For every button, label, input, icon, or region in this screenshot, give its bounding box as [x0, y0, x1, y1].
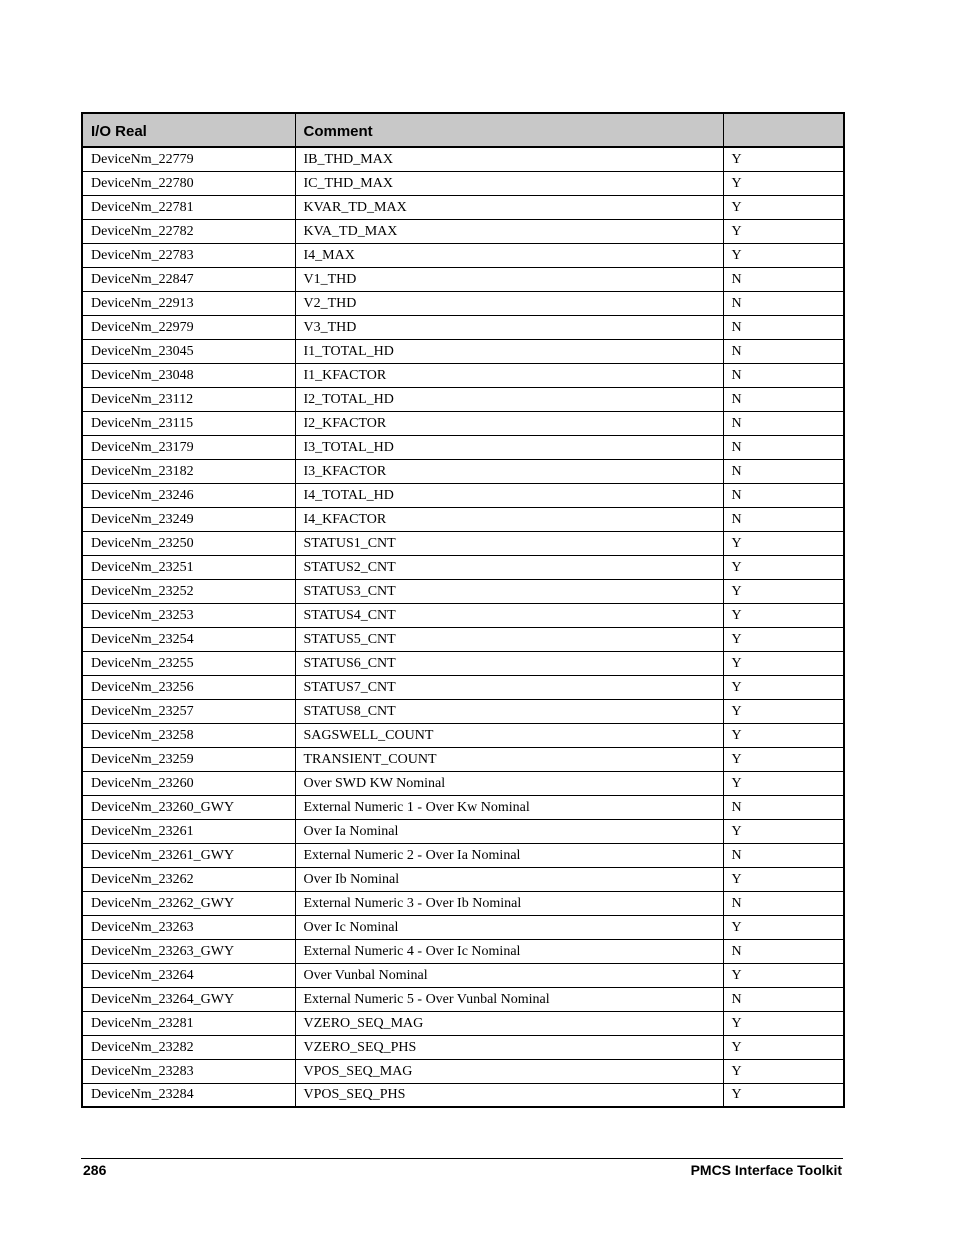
- table-row: [82, 364, 844, 388]
- io-real-cell: DeviceNm_23256: [82, 676, 295, 700]
- io-real-cell: DeviceNm_23260_GWY: [82, 796, 295, 820]
- flag-cell: Y: [723, 652, 844, 676]
- table-body: [82, 147, 844, 1107]
- table-row: [82, 556, 844, 580]
- table-row: [82, 196, 844, 220]
- flag-cell: Y: [723, 820, 844, 844]
- table-row: [82, 1084, 844, 1108]
- comment-cell: V3_THD: [295, 316, 723, 340]
- table-row: [82, 244, 844, 268]
- io-real-cell: DeviceNm_23264: [82, 964, 295, 988]
- table-row: [82, 676, 844, 700]
- io-real-cell: DeviceNm_22779: [82, 147, 295, 172]
- flag-cell: Y: [723, 628, 844, 652]
- comment-cell: I2_TOTAL_HD: [295, 388, 723, 412]
- flag-cell: Y: [723, 916, 844, 940]
- table-row: [82, 868, 844, 892]
- flag-cell: Y: [723, 724, 844, 748]
- comment-cell: Over Ia Nominal: [295, 820, 723, 844]
- io-real-cell: DeviceNm_23179: [82, 436, 295, 460]
- io-real-cell: DeviceNm_23254: [82, 628, 295, 652]
- flag-cell: Y: [723, 532, 844, 556]
- io-real-cell: DeviceNm_23262: [82, 868, 295, 892]
- comment-cell: STATUS7_CNT: [295, 676, 723, 700]
- comment-cell: I3_KFACTOR: [295, 460, 723, 484]
- comment-cell: External Numeric 1 - Over Kw Nominal: [295, 796, 723, 820]
- comment-cell: I4_TOTAL_HD: [295, 484, 723, 508]
- comment-cell: IB_THD_MAX: [295, 147, 723, 172]
- io-real-cell: DeviceNm_23263: [82, 916, 295, 940]
- io-real-cell: DeviceNm_23250: [82, 532, 295, 556]
- comment-cell: External Numeric 4 - Over Ic Nominal: [295, 940, 723, 964]
- io-real-cell: DeviceNm_23258: [82, 724, 295, 748]
- table-row: [82, 268, 844, 292]
- flag-cell: N: [723, 388, 844, 412]
- flag-cell: N: [723, 268, 844, 292]
- flag-cell: Y: [723, 196, 844, 220]
- column-header-comment: Comment: [295, 113, 723, 147]
- comment-cell: I4_MAX: [295, 244, 723, 268]
- flag-cell: Y: [723, 147, 844, 172]
- flag-cell: N: [723, 508, 844, 532]
- table-row: [82, 292, 844, 316]
- flag-cell: N: [723, 412, 844, 436]
- table-row: [82, 340, 844, 364]
- table-row: [82, 892, 844, 916]
- flag-cell: N: [723, 292, 844, 316]
- table-row: [82, 772, 844, 796]
- io-real-cell: DeviceNm_22781: [82, 196, 295, 220]
- io-real-cell: DeviceNm_23261_GWY: [82, 844, 295, 868]
- comment-cell: STATUS8_CNT: [295, 700, 723, 724]
- io-real-cell: DeviceNm_23261: [82, 820, 295, 844]
- table-row: [82, 652, 844, 676]
- table-row: [82, 388, 844, 412]
- column-header-flag: [723, 113, 844, 147]
- table-row: [82, 1036, 844, 1060]
- flag-cell: N: [723, 484, 844, 508]
- comment-cell: STATUS1_CNT: [295, 532, 723, 556]
- comment-cell: Over Ic Nominal: [295, 916, 723, 940]
- table-row: [82, 412, 844, 436]
- table-row: [82, 436, 844, 460]
- flag-cell: N: [723, 844, 844, 868]
- page-number: 286: [83, 1162, 107, 1178]
- comment-cell: VZERO_SEQ_PHS: [295, 1036, 723, 1060]
- flag-cell: N: [723, 460, 844, 484]
- table-row: [82, 988, 844, 1012]
- footer-divider: [81, 1158, 843, 1159]
- io-real-cell: DeviceNm_23263_GWY: [82, 940, 295, 964]
- io-real-cell: DeviceNm_23246: [82, 484, 295, 508]
- comment-cell: I2_KFACTOR: [295, 412, 723, 436]
- table-row: [82, 147, 844, 172]
- io-real-cell: DeviceNm_23249: [82, 508, 295, 532]
- flag-cell: Y: [723, 244, 844, 268]
- comment-cell: STATUS4_CNT: [295, 604, 723, 628]
- io-real-cell: DeviceNm_23253: [82, 604, 295, 628]
- table-row: [82, 628, 844, 652]
- io-real-cell: DeviceNm_23281: [82, 1012, 295, 1036]
- io-real-cell: DeviceNm_22780: [82, 172, 295, 196]
- io-real-cell: DeviceNm_22783: [82, 244, 295, 268]
- table-row: [82, 604, 844, 628]
- comment-cell: VZERO_SEQ_MAG: [295, 1012, 723, 1036]
- comment-cell: STATUS3_CNT: [295, 580, 723, 604]
- comment-cell: STATUS6_CNT: [295, 652, 723, 676]
- comment-cell: STATUS2_CNT: [295, 556, 723, 580]
- flag-cell: N: [723, 796, 844, 820]
- table-row: [82, 700, 844, 724]
- comment-cell: STATUS5_CNT: [295, 628, 723, 652]
- table-row: [82, 844, 844, 868]
- io-real-cell: DeviceNm_22847: [82, 268, 295, 292]
- comment-cell: External Numeric 2 - Over Ia Nominal: [295, 844, 723, 868]
- io-real-cell: DeviceNm_23283: [82, 1060, 295, 1084]
- table-row: [82, 748, 844, 772]
- io-real-cell: DeviceNm_23282: [82, 1036, 295, 1060]
- table-row: [82, 508, 844, 532]
- io-real-cell: DeviceNm_23255: [82, 652, 295, 676]
- comment-cell: I1_KFACTOR: [295, 364, 723, 388]
- table-row: [82, 532, 844, 556]
- flag-cell: Y: [723, 868, 844, 892]
- table-row: [82, 964, 844, 988]
- flag-cell: Y: [723, 580, 844, 604]
- flag-cell: Y: [723, 172, 844, 196]
- document-title: PMCS Interface Toolkit: [690, 1162, 842, 1178]
- io-real-cell: DeviceNm_23115: [82, 412, 295, 436]
- flag-cell: N: [723, 364, 844, 388]
- table-row: [82, 940, 844, 964]
- table-row: [82, 316, 844, 340]
- io-real-cell: DeviceNm_23045: [82, 340, 295, 364]
- comment-cell: SAGSWELL_COUNT: [295, 724, 723, 748]
- io-real-cell: DeviceNm_23260: [82, 772, 295, 796]
- flag-cell: Y: [723, 772, 844, 796]
- comment-cell: VPOS_SEQ_PHS: [295, 1084, 723, 1108]
- table-row: [82, 484, 844, 508]
- comment-cell: I1_TOTAL_HD: [295, 340, 723, 364]
- table-row: [82, 460, 844, 484]
- table-row: [82, 916, 844, 940]
- io-real-cell: DeviceNm_23257: [82, 700, 295, 724]
- table-row: [82, 796, 844, 820]
- comment-cell: Over SWD KW Nominal: [295, 772, 723, 796]
- flag-cell: N: [723, 892, 844, 916]
- flag-cell: Y: [723, 676, 844, 700]
- io-real-cell: DeviceNm_23259: [82, 748, 295, 772]
- io-real-cell: DeviceNm_23251: [82, 556, 295, 580]
- io-real-cell: DeviceNm_23252: [82, 580, 295, 604]
- comment-cell: Over Vunbal Nominal: [295, 964, 723, 988]
- io-real-cell: DeviceNm_22979: [82, 316, 295, 340]
- io-real-cell: DeviceNm_23112: [82, 388, 295, 412]
- table-row: [82, 1012, 844, 1036]
- flag-cell: Y: [723, 1036, 844, 1060]
- comment-cell: TRANSIENT_COUNT: [295, 748, 723, 772]
- flag-cell: Y: [723, 1012, 844, 1036]
- flag-cell: N: [723, 316, 844, 340]
- flag-cell: Y: [723, 604, 844, 628]
- comment-cell: V2_THD: [295, 292, 723, 316]
- table-row: [82, 1060, 844, 1084]
- flag-cell: N: [723, 340, 844, 364]
- flag-cell: N: [723, 436, 844, 460]
- flag-cell: Y: [723, 1060, 844, 1084]
- column-header-io-real: I/O Real: [82, 113, 295, 147]
- table-header-row: [82, 113, 844, 147]
- comment-cell: External Numeric 3 - Over Ib Nominal: [295, 892, 723, 916]
- comment-cell: KVAR_TD_MAX: [295, 196, 723, 220]
- comment-cell: External Numeric 5 - Over Vunbal Nominal: [295, 988, 723, 1012]
- io-real-cell: DeviceNm_23182: [82, 460, 295, 484]
- io-real-cell: DeviceNm_23284: [82, 1084, 295, 1108]
- flag-cell: Y: [723, 220, 844, 244]
- io-real-cell: DeviceNm_22782: [82, 220, 295, 244]
- flag-cell: Y: [723, 700, 844, 724]
- flag-cell: Y: [723, 964, 844, 988]
- io-real-cell: DeviceNm_23262_GWY: [82, 892, 295, 916]
- comment-cell: I4_KFACTOR: [295, 508, 723, 532]
- comment-cell: KVA_TD_MAX: [295, 220, 723, 244]
- io-real-cell: DeviceNm_22913: [82, 292, 295, 316]
- comment-cell: I3_TOTAL_HD: [295, 436, 723, 460]
- flag-cell: N: [723, 940, 844, 964]
- table-row: [82, 724, 844, 748]
- comment-cell: IC_THD_MAX: [295, 172, 723, 196]
- comment-cell: V1_THD: [295, 268, 723, 292]
- flag-cell: Y: [723, 556, 844, 580]
- flag-cell: Y: [723, 1084, 844, 1108]
- table-row: [82, 820, 844, 844]
- io-real-cell: DeviceNm_23048: [82, 364, 295, 388]
- flag-cell: Y: [723, 748, 844, 772]
- comment-cell: Over Ib Nominal: [295, 868, 723, 892]
- table-row: [82, 580, 844, 604]
- flag-cell: N: [723, 988, 844, 1012]
- table-row: [82, 172, 844, 196]
- comment-cell: VPOS_SEQ_MAG: [295, 1060, 723, 1084]
- table-row: [82, 220, 844, 244]
- io-table: [81, 112, 845, 1108]
- io-real-cell: DeviceNm_23264_GWY: [82, 988, 295, 1012]
